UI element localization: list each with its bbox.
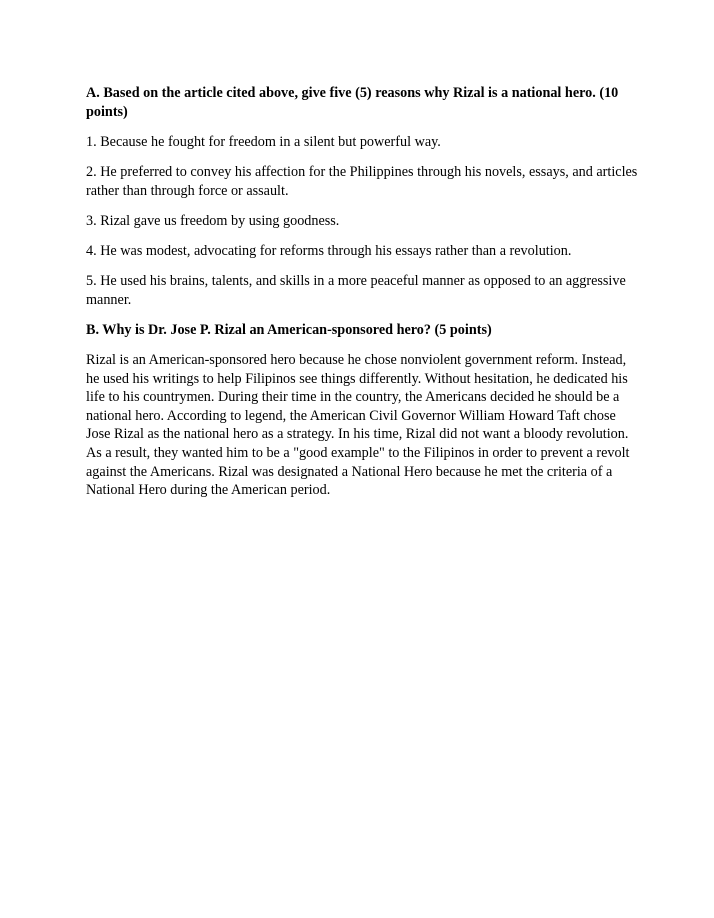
section-b-answer: Rizal is an American-sponsored hero because he chose nonviolent government reform. Instead, he used his writings to help Filipinos see things differently. Without hesitation, he dedicated his life to his countrymen. During their time in the country, the Americans decided he should be a national hero. According to legend, the American Civil Governor William Howard Taft chose Jose Rizal as the national hero as a strategy. In his time, Rizal did not want a bloody revolution. As a result, they wanted him to be a "good example" to the Filipinos in order to prevent a revolt against the Americans. Rizal was designated a National Hero because he met the criteria of a National Hero during the American period. xyxy=(86,352,630,499)
reason-5: 5. He used his brains, talents, and skills in a more peaceful manner as opposed to an aggressive manner. xyxy=(86,273,626,308)
section-b-heading: B. Why is Dr. Jose P. Rizal an American-sponsored hero? (5 points) xyxy=(86,321,492,338)
reason-1: 1. Because he fought for freedom in a silent but powerful way. xyxy=(86,133,441,150)
reason-3: 3. Rizal gave us freedom by using goodness. xyxy=(86,212,340,229)
section-a-heading: A. Based on the article cited above, give five (5) reasons why Rizal is a national hero. (10 points) xyxy=(86,85,619,120)
document-page xyxy=(86,84,642,511)
reason-4: 4. He was modest, advocating for reforms through his essays rather than a revolution. xyxy=(86,242,572,259)
reason-2: 2. He preferred to convey his affection for the Philippines through his novels, essays, and articles rather than through force or assault. xyxy=(86,163,638,199)
